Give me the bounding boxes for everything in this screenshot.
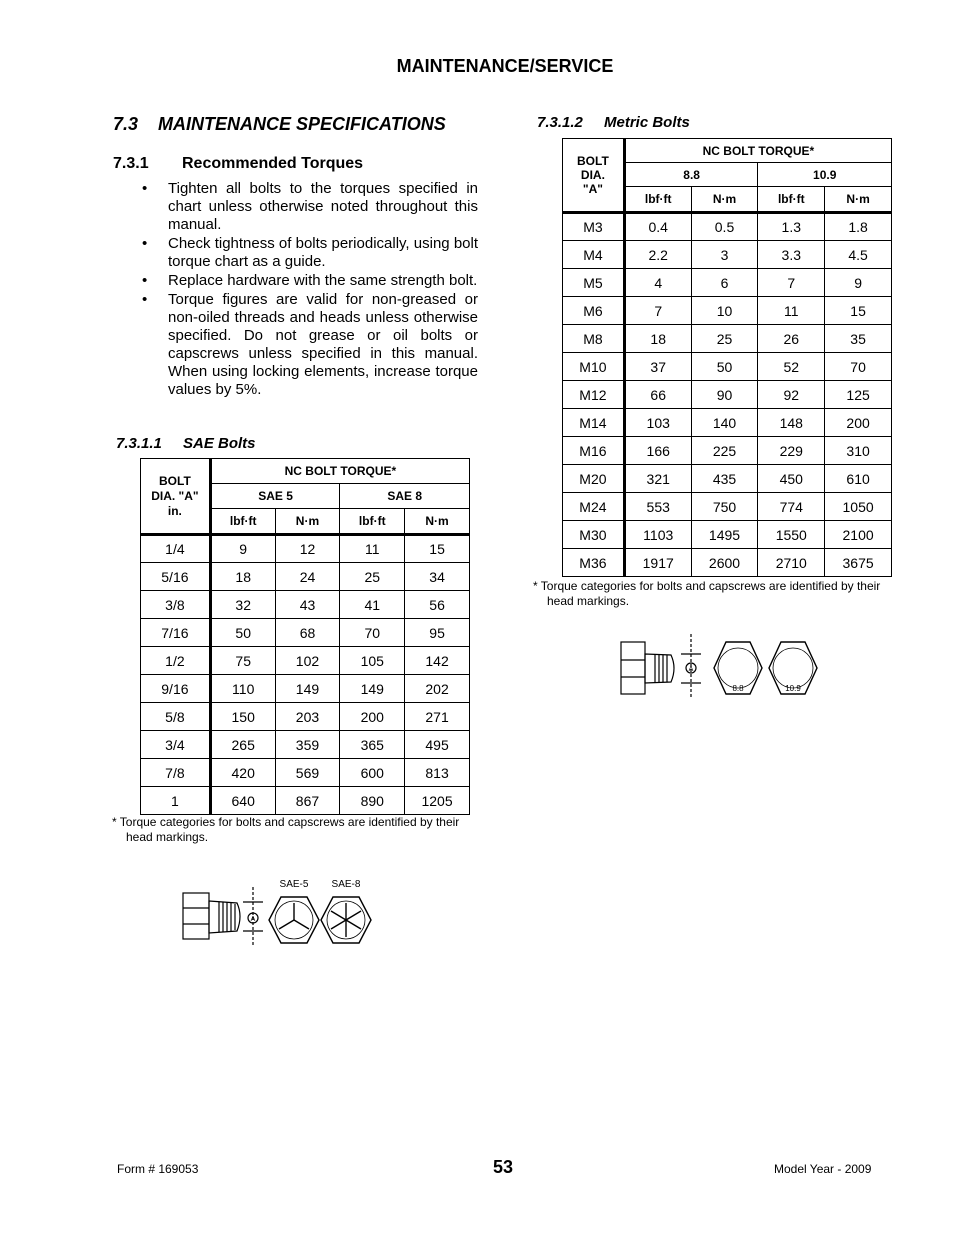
table-row [141, 647, 470, 675]
torque-value-cell: 125 [825, 381, 892, 409]
unit-header: N·m [405, 509, 470, 535]
table-row [563, 521, 892, 549]
torque-value-cell: 142 [405, 647, 470, 675]
torque-value-cell: 43 [275, 591, 340, 619]
torque-value-cell: 68 [275, 619, 340, 647]
bolt-size-cell: M3 [563, 213, 625, 241]
torque-value-cell: 3 [691, 241, 758, 269]
torque-value-cell: 1917 [624, 549, 691, 577]
torque-value-cell: 9 [210, 535, 275, 563]
header-line: "A" [582, 182, 603, 196]
footnote-line: * Torque categories for bolts and capscrews are identified by their [533, 579, 881, 593]
sae-bolts-title: SAE Bolts [183, 435, 256, 452]
torque-value-cell: 200 [825, 409, 892, 437]
sae5-head-icon [269, 897, 319, 943]
torque-value-cell: 610 [825, 465, 892, 493]
bolt-size-cell: 5/16 [141, 563, 211, 591]
metric-head-markings-diagram [615, 630, 825, 700]
torque-value-cell: 1.3 [758, 213, 825, 241]
torque-value-cell: 90 [691, 381, 758, 409]
footnote-line: head markings. [126, 830, 209, 844]
torque-value-cell: 50 [210, 619, 275, 647]
torque-value-cell: 271 [405, 703, 470, 731]
torque-value-cell: 18 [624, 325, 691, 353]
table-row [563, 381, 892, 409]
subsection-name: Recommended Torques [182, 155, 364, 172]
bolt-size-cell: 7/16 [141, 619, 211, 647]
bolt-size-cell: M8 [563, 325, 625, 353]
torque-value-cell: 52 [758, 353, 825, 381]
table-row [141, 563, 470, 591]
grade-10-9-marking: 10.9 [785, 684, 801, 693]
table-row [563, 465, 892, 493]
torque-guidelines-list [142, 180, 478, 400]
grade-header: 8.8 [624, 163, 758, 187]
torque-value-cell: 56 [405, 591, 470, 619]
table-row [563, 353, 892, 381]
list-item: • Replace hardware with the same strength bolt. [142, 272, 478, 290]
torque-value-cell: 9 [825, 269, 892, 297]
torque-value-cell: 420 [210, 759, 275, 787]
torque-value-cell: 50 [691, 353, 758, 381]
table-row [563, 325, 892, 353]
torque-value-cell: 4.5 [825, 241, 892, 269]
list-item: • Check tightness of bolts periodically, using bolt torque chart as a guide. [142, 235, 478, 271]
torque-value-cell: 1495 [691, 521, 758, 549]
torque-value-cell: 225 [691, 437, 758, 465]
unit-header: lbf·ft [758, 187, 825, 213]
torque-value-cell: 11 [758, 297, 825, 325]
torque-value-cell: 0.5 [691, 213, 758, 241]
footnote-line: head markings. [547, 594, 630, 608]
bolt-dia-header [563, 139, 625, 213]
torque-value-cell: 890 [340, 787, 405, 815]
table-row [141, 591, 470, 619]
bolt-size-cell: M24 [563, 493, 625, 521]
table-row [141, 787, 470, 815]
torque-value-cell: 365 [340, 731, 405, 759]
torque-value-cell: 105 [340, 647, 405, 675]
table-row [141, 535, 470, 563]
bolt-size-cell: 9/16 [141, 675, 211, 703]
table-row [563, 297, 892, 325]
metric-footnote [533, 579, 880, 609]
torque-value-cell: 75 [210, 647, 275, 675]
metric-bolts-title: Metric Bolts [604, 114, 690, 131]
sae-head-markings-diagram [175, 873, 415, 953]
table-row [141, 619, 470, 647]
header-line: DIA. "A" [151, 488, 199, 503]
metric-bolts-number: 7.3.1.2 [537, 114, 583, 131]
bolt-dia-header [141, 459, 211, 535]
header-line: in. [167, 503, 182, 518]
list-item: • Tighten all bolts to the torques specified in chart unless otherwise noted throughout this manual. [142, 180, 478, 234]
bolt-size-cell: 5/8 [141, 703, 211, 731]
form-number: Form # 169053 [117, 1162, 199, 1176]
footnote-line: * Torque categories for bolts and capscrews are identified by their [112, 815, 460, 829]
torque-value-cell: 0.4 [624, 213, 691, 241]
table-row [563, 409, 892, 437]
model-year: Model Year - 2009 [774, 1162, 872, 1176]
table-row [563, 549, 892, 577]
table-row [141, 703, 470, 731]
bolt-size-cell: M10 [563, 353, 625, 381]
bolt-size-cell: 1 [141, 787, 211, 815]
table-row [141, 675, 470, 703]
torque-value-cell: 202 [405, 675, 470, 703]
unit-header: N·m [825, 187, 892, 213]
sae8-label: SAE-8 [331, 879, 361, 890]
torque-value-cell: 774 [758, 493, 825, 521]
header-line: BOLT [577, 154, 609, 168]
bolt-size-cell: 3/4 [141, 731, 211, 759]
subsection-title [113, 155, 363, 173]
torque-value-cell: 26 [758, 325, 825, 353]
torque-value-cell: 15 [405, 535, 470, 563]
torque-value-cell: 140 [691, 409, 758, 437]
torque-value-cell: 34 [405, 563, 470, 591]
torque-value-cell: 95 [405, 619, 470, 647]
torque-value-cell: 640 [210, 787, 275, 815]
list-item: • Torque figures are valid for non-greased or non-oiled threads and heads unless otherwise specified. Do not grease or oil bolts or capscrews unless specified in this manual. When using locking elements, increase torque values by 5%. [142, 291, 478, 399]
sae5-label: SAE-5 [279, 879, 309, 890]
grade-header: SAE 8 [340, 484, 470, 509]
bolt-size-cell: M20 [563, 465, 625, 493]
torque-value-cell: 265 [210, 731, 275, 759]
metric-torque-table [562, 138, 892, 577]
torque-value-cell: 12 [275, 535, 340, 563]
torque-value-cell: 3.3 [758, 241, 825, 269]
sae-bolts-heading [116, 435, 256, 452]
unit-header: lbf·ft [340, 509, 405, 535]
torque-value-cell: 102 [275, 647, 340, 675]
table-row [563, 269, 892, 297]
torque-value-cell: 600 [340, 759, 405, 787]
torque-value-cell: 3675 [825, 549, 892, 577]
nc-torque-header: NC BOLT TORQUE* [624, 139, 891, 163]
sae-torque-table [140, 458, 470, 815]
torque-value-cell: 569 [275, 759, 340, 787]
torque-value-cell: 1103 [624, 521, 691, 549]
subsection-number: 7.3.1 [113, 155, 149, 172]
torque-value-cell: 2600 [691, 549, 758, 577]
torque-value-cell: 2100 [825, 521, 892, 549]
torque-value-cell: 25 [340, 563, 405, 591]
torque-value-cell: 25 [691, 325, 758, 353]
torque-value-cell: 450 [758, 465, 825, 493]
sae-footnote [112, 815, 459, 845]
sae8-head-icon [321, 897, 371, 943]
bolt-size-cell: M6 [563, 297, 625, 325]
torque-value-cell: 70 [340, 619, 405, 647]
torque-value-cell: 200 [340, 703, 405, 731]
torque-value-cell: 166 [624, 437, 691, 465]
grade-header: SAE 5 [210, 484, 340, 509]
torque-value-cell: 18 [210, 563, 275, 591]
bolt-size-cell: 1/4 [141, 535, 211, 563]
sae-bolts-number: 7.3.1.1 [116, 435, 162, 452]
torque-value-cell: 66 [624, 381, 691, 409]
torque-value-cell: 148 [758, 409, 825, 437]
torque-value-cell: 2710 [758, 549, 825, 577]
page-header: MAINTENANCE/SERVICE [396, 56, 614, 76]
torque-value-cell: 7 [758, 269, 825, 297]
bolt-size-cell: 7/8 [141, 759, 211, 787]
bolt-size-cell: 3/8 [141, 591, 211, 619]
grade-8-8-marking: 8.8 [732, 684, 744, 693]
torque-value-cell: 2.2 [624, 241, 691, 269]
header-line: BOLT [159, 473, 191, 488]
table-row [563, 493, 892, 521]
torque-value-cell: 110 [210, 675, 275, 703]
bolt-size-cell: M16 [563, 437, 625, 465]
torque-value-cell: 35 [825, 325, 892, 353]
bolt-size-cell: M4 [563, 241, 625, 269]
torque-value-cell: 203 [275, 703, 340, 731]
torque-value-cell: 1.8 [825, 213, 892, 241]
torque-value-cell: 435 [691, 465, 758, 493]
torque-value-cell: 229 [758, 437, 825, 465]
torque-value-cell: 32 [210, 591, 275, 619]
bolt-size-cell: M14 [563, 409, 625, 437]
bolt-size-cell: M5 [563, 269, 625, 297]
torque-value-cell: 103 [624, 409, 691, 437]
header-line: DIA. [580, 168, 605, 182]
unit-header: lbf·ft [624, 187, 691, 213]
nc-torque-header: NC BOLT TORQUE* [210, 459, 469, 484]
grade-header: 10.9 [758, 163, 892, 187]
torque-value-cell: 553 [624, 493, 691, 521]
table-row [141, 759, 470, 787]
torque-value-cell: 359 [275, 731, 340, 759]
table-row [141, 731, 470, 759]
table-row [563, 437, 892, 465]
unit-header: N·m [275, 509, 340, 535]
torque-value-cell: 750 [691, 493, 758, 521]
dimension-a-label: A [688, 666, 694, 673]
torque-value-cell: 1550 [758, 521, 825, 549]
unit-header: N·m [691, 187, 758, 213]
torque-value-cell: 150 [210, 703, 275, 731]
table-row [563, 241, 892, 269]
torque-value-cell: 6 [691, 269, 758, 297]
torque-value-cell: 1205 [405, 787, 470, 815]
bolt-size-cell: 1/2 [141, 647, 211, 675]
torque-value-cell: 37 [624, 353, 691, 381]
section-number: 7.3 [113, 114, 139, 134]
torque-value-cell: 310 [825, 437, 892, 465]
torque-value-cell: 495 [405, 731, 470, 759]
torque-value-cell: 92 [758, 381, 825, 409]
bolt-size-cell: M36 [563, 549, 625, 577]
torque-value-cell: 1050 [825, 493, 892, 521]
torque-value-cell: 149 [275, 675, 340, 703]
section-name: MAINTENANCE SPECIFICATIONS [158, 114, 446, 134]
metric-bolts-heading [537, 114, 690, 131]
torque-value-cell: 70 [825, 353, 892, 381]
table-row [563, 213, 892, 241]
section-title [113, 114, 446, 135]
bolt-size-cell: M30 [563, 521, 625, 549]
page-number: 53 [493, 1157, 514, 1177]
torque-value-cell: 813 [405, 759, 470, 787]
bolt-size-cell: M12 [563, 381, 625, 409]
torque-value-cell: 11 [340, 535, 405, 563]
torque-value-cell: 321 [624, 465, 691, 493]
unit-header: lbf·ft [210, 509, 275, 535]
torque-value-cell: 24 [275, 563, 340, 591]
torque-value-cell: 4 [624, 269, 691, 297]
torque-value-cell: 867 [275, 787, 340, 815]
torque-value-cell: 7 [624, 297, 691, 325]
torque-value-cell: 41 [340, 591, 405, 619]
torque-value-cell: 10 [691, 297, 758, 325]
torque-value-cell: 15 [825, 297, 892, 325]
dimension-a-label: A [250, 916, 256, 923]
torque-value-cell: 149 [340, 675, 405, 703]
